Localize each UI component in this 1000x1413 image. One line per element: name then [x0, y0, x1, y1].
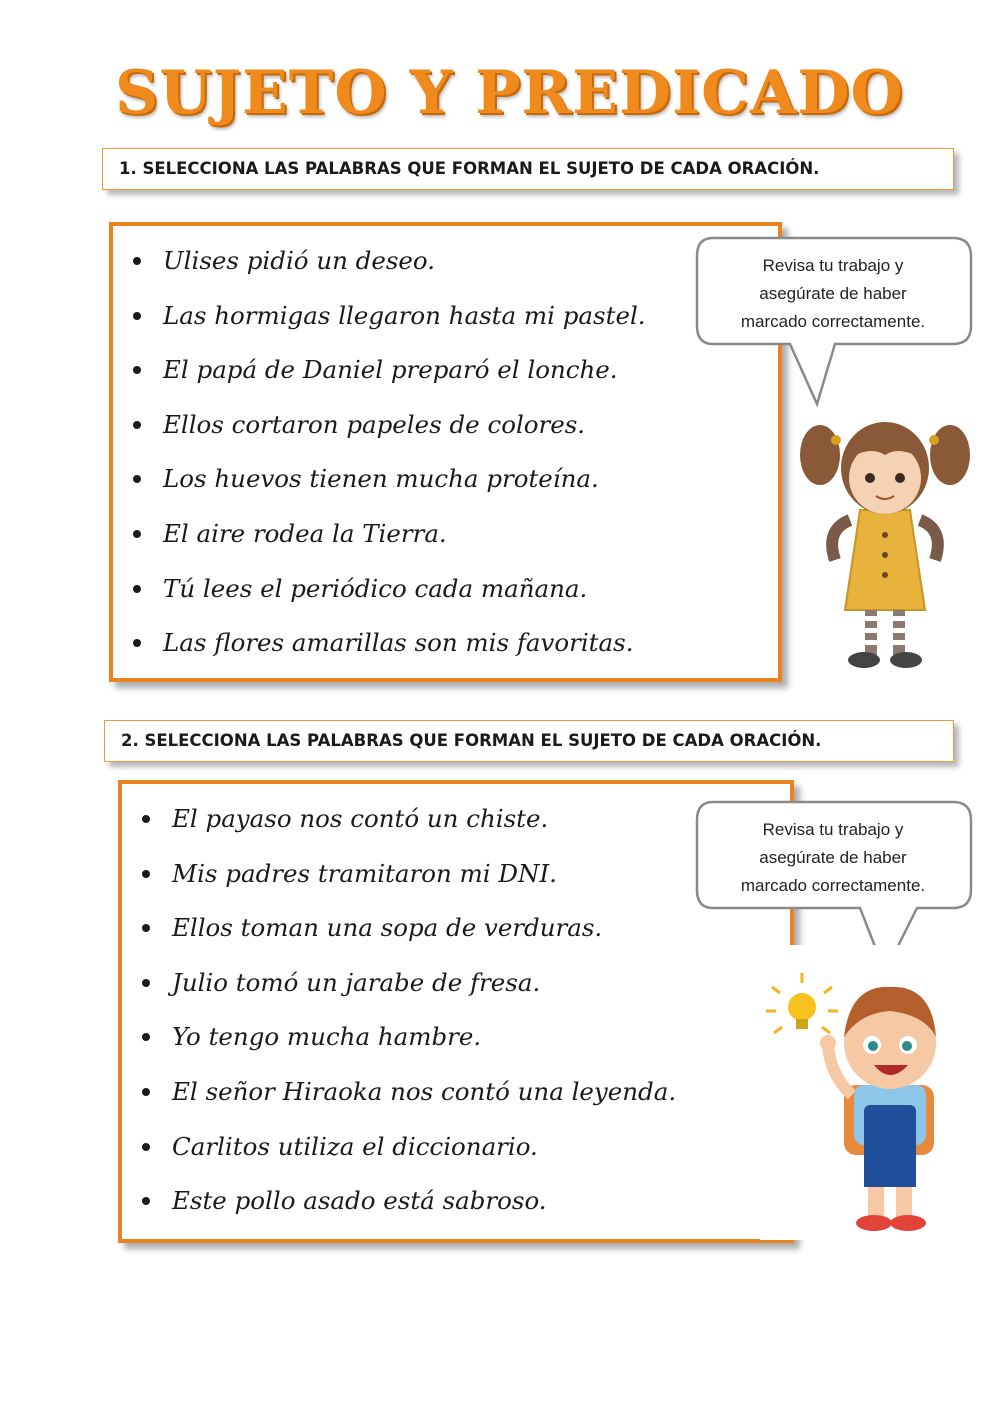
sentence-item[interactable]: Este pollo asado está sabroso. [122, 1174, 790, 1229]
sentence-item[interactable]: Los huevos tienen mucha proteína. [113, 452, 778, 507]
bullet-icon [142, 924, 150, 932]
sentence-item[interactable]: Carlitos utiliza el diccionario. [122, 1120, 790, 1175]
sentence-item[interactable]: Ellos cortaron papeles de colores. [113, 398, 778, 453]
bullet-icon [142, 1033, 150, 1041]
instruction-1-text: 1. SELECCIONA LAS PALABRAS QUE FORMAN EL SUJETO DE CADA ORACIÓN. [119, 159, 820, 178]
sentence-item[interactable]: Julio tomó un jarabe de fresa. [122, 956, 790, 1011]
instruction-2 [104, 720, 954, 762]
instruction-2-text: 2. SELECCIONA LAS PALABRAS QUE FORMAN EL SUJETO DE CADA ORACIÓN. [121, 731, 822, 750]
sentence-list-1 [113, 234, 778, 671]
sentence-item[interactable]: El señor Hiraoka nos contó una leyenda. [122, 1065, 790, 1120]
bullet-icon [133, 421, 141, 429]
girl-illustration [790, 410, 980, 679]
sentence-box-2 [118, 780, 794, 1243]
sentence-list-2 [122, 792, 790, 1229]
bullet-icon [142, 1143, 150, 1151]
sentence-item[interactable]: El papá de Daniel preparó el lonche. [113, 343, 778, 398]
bullet-icon [133, 639, 141, 647]
bullet-icon [142, 870, 150, 878]
sentence-item[interactable]: El aire rodea la Tierra. [113, 507, 778, 562]
sentence-box-1 [109, 222, 782, 682]
bullet-icon [142, 1197, 150, 1205]
bullet-icon [133, 530, 141, 538]
instruction-1 [102, 148, 954, 190]
sentence-item[interactable]: Ellos toman una sopa de verduras. [122, 901, 790, 956]
sentence-item[interactable]: El payaso nos contó un chiste. [122, 792, 790, 847]
bullet-icon [142, 979, 150, 987]
speech-bubble-text: Revisa tu trabajo y asegúrate de haber marcado correctamente. [740, 256, 926, 331]
bullet-icon [142, 1088, 150, 1096]
speech-bubble-1 [695, 236, 975, 408]
bullet-icon [142, 815, 150, 823]
bullet-icon [133, 475, 141, 483]
bullet-icon [133, 366, 141, 374]
sentence-item[interactable]: Tú lees el periódico cada mañana. [113, 562, 778, 617]
sentence-item[interactable]: Las hormigas llegaron hasta mi pastel. [113, 289, 778, 344]
boy-illustration [760, 945, 950, 1244]
bullet-icon [133, 312, 141, 320]
sentence-item[interactable]: Yo tengo mucha hambre. [122, 1010, 790, 1065]
sentence-item[interactable]: Mis padres tramitaron mi DNI. [122, 847, 790, 902]
sentence-item[interactable]: Ulises pidió un deseo. [113, 234, 778, 289]
bullet-icon [133, 585, 141, 593]
page-title: SUJETO Y PREDICADO [115, 58, 904, 128]
bullet-icon [133, 257, 141, 265]
speech-bubble-text: Revisa tu trabajo y asegúrate de haber marcado correctamente. [740, 820, 926, 895]
sentence-item[interactable]: Las flores amarillas son mis favoritas. [113, 616, 778, 671]
